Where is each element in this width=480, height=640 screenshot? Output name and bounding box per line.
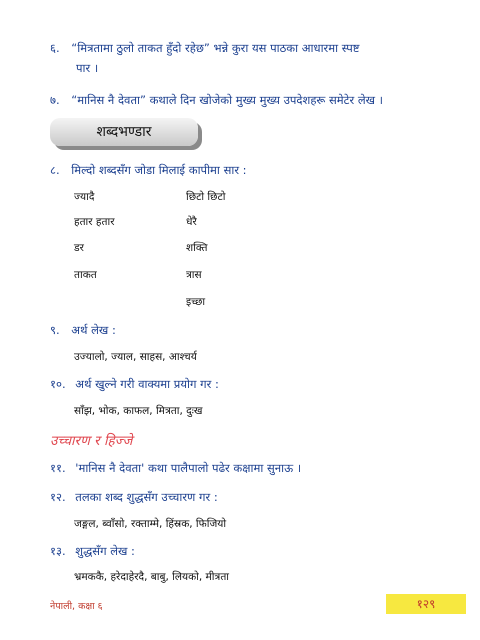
question-text: शुद्धसँग लेख : [75, 544, 135, 558]
question-number: १३. [50, 544, 66, 558]
question-text-continued: पार । [76, 61, 99, 75]
question-text: “मानिस नै देवता” कथाले दिन खोजेको मुख्य मुख्य उपदेशहरू समेटेर लेख । [71, 93, 384, 107]
question-6 [50, 38, 470, 78]
question-11 [50, 458, 301, 478]
question-number: ११. [50, 461, 66, 475]
question-7 [50, 90, 470, 110]
answer-words: उज्यालो, ज्याल, साहस, आश्चर्य [74, 351, 197, 363]
match-right-word: धेरै [186, 216, 197, 228]
answer-words: जङ्गल, ब्वाँसो, रक्ताम्मे, हिंस्रक, फिजियो [74, 518, 227, 530]
question-8 [50, 160, 247, 180]
page-number: १२९ [416, 597, 436, 611]
match-left-word: ज्यादै [74, 191, 95, 203]
match-right-word: इच्छा [186, 296, 206, 308]
book-title: नेपाली, कक्षा ६ [50, 601, 103, 612]
answer-words: साँझ, भोक, काफल, मित्रता, दुःख [74, 405, 203, 417]
page-number-box [386, 594, 466, 614]
question-text: “मित्रतामा ठुलो ताकत हुँदो रहेछ” भन्ने कुरा यस पाठका आधारमा स्पष्ट [71, 41, 360, 55]
question-13 [50, 541, 135, 561]
question-10 [50, 374, 219, 394]
match-right-word: शक्ति [186, 242, 208, 254]
question-text: तलका शब्द शुद्धसँग उच्चारण गर : [75, 490, 218, 504]
match-left-word: हतार हतार [74, 216, 115, 228]
match-left-word: ताकत [74, 269, 97, 281]
answer-words: भ्रमककै, हरेदाहेरदै, बाबु, लियको, मीत्रता [74, 571, 230, 583]
match-right-word: त्रास [186, 269, 202, 281]
question-number: ६. [50, 41, 60, 55]
question-number: ९. [50, 323, 60, 337]
match-left-word: डर [74, 242, 84, 254]
question-number: १२. [50, 490, 66, 504]
section-banner-label: शब्दभण्डार [96, 124, 152, 140]
match-right-word: छिटो छिटो [186, 191, 226, 203]
question-number: १०. [50, 377, 66, 391]
question-number: ७. [50, 93, 60, 107]
question-text: 'मानिस नै देवता' कथा पालैपालो पढेर कक्षामा सुनाऊ । [75, 461, 302, 475]
question-12 [50, 487, 218, 507]
question-text: मिल्दो शब्दसँग जोडा मिलाई कापीमा सार : [71, 163, 247, 177]
question-number: ८. [50, 163, 60, 177]
section-banner [50, 118, 198, 146]
section-heading: उच्चारण र हिज्जे [50, 433, 133, 449]
question-text: अर्थ खुल्ने गरी वाक्यमा प्रयोग गर : [75, 377, 219, 391]
question-9 [50, 320, 116, 340]
question-text: अर्थ लेख : [71, 323, 116, 337]
